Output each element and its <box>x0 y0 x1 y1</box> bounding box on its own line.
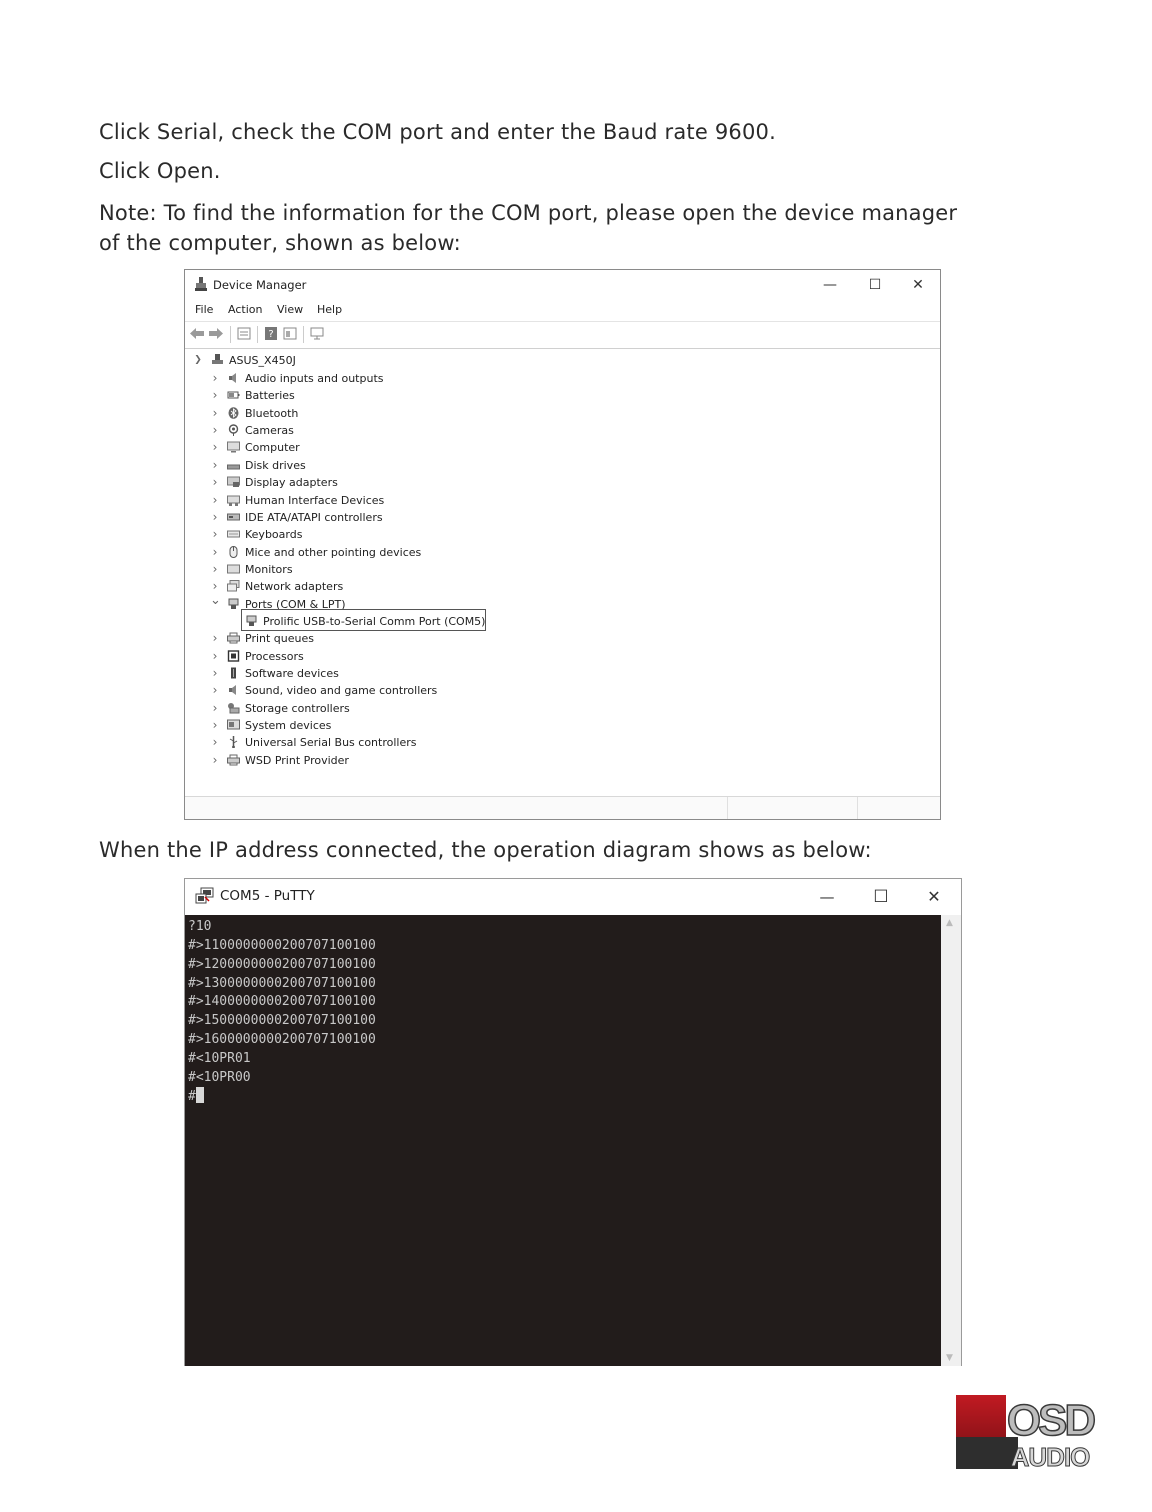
chevron-down-icon[interactable]: ❯ <box>194 355 202 365</box>
tree-item-label: Prolific USB-to-Serial Comm Port (COM5) <box>263 614 486 628</box>
toolbar <box>185 321 940 348</box>
tree-item-label: Keyboards <box>245 528 303 542</box>
disk-icon <box>227 459 240 471</box>
terminal-output[interactable] <box>185 915 941 1366</box>
computer-root-icon <box>211 354 224 366</box>
chevron-right-icon[interactable]: › <box>212 752 218 767</box>
chevron-right-icon[interactable]: › <box>212 457 218 472</box>
view-icon[interactable] <box>283 327 297 340</box>
tree-item-label: Storage controllers <box>245 701 350 715</box>
putty-maximize-button[interactable]: ☐ <box>873 887 889 907</box>
text-cursor <box>196 1087 204 1103</box>
tree-item-label: Software devices <box>245 667 339 680</box>
terminal-line: #<10PR00 <box>188 1069 251 1085</box>
tree-item-label: Mice and other pointing devices <box>245 545 422 559</box>
chevron-right-icon[interactable]: › <box>212 509 218 524</box>
menu-bar <box>185 300 940 320</box>
device-manager-window <box>184 269 941 820</box>
terminal-line: #>1400000000200707100100 <box>188 994 376 1010</box>
close-button[interactable]: ✕ <box>912 277 924 293</box>
chevron-right-icon[interactable]: › <box>212 579 218 594</box>
tree-item-label: Audio inputs and outputs <box>245 372 384 385</box>
keyboard-icon <box>227 528 240 540</box>
storage-icon <box>227 702 240 714</box>
putty-title: COM5 - PuTTY <box>220 888 315 904</box>
chevron-right-icon[interactable]: › <box>212 388 218 403</box>
printer-icon <box>227 754 240 766</box>
note-line-1: Note: To find the information for the COM port, please open the device manager <box>99 201 958 225</box>
logo-osd-text: OSD <box>1006 1396 1094 1445</box>
tree-item-label: Batteries <box>245 389 295 403</box>
scroll-down-icon[interactable]: ▼ <box>946 1353 953 1363</box>
device-tree <box>185 348 940 796</box>
terminal-scrollbar[interactable] <box>941 915 961 1366</box>
battery-icon <box>227 389 240 401</box>
tree-item-label: Network adapters <box>245 580 344 594</box>
svg-text:?: ? <box>268 329 274 340</box>
properties-icon[interactable] <box>237 327 251 340</box>
monitor-scan-icon[interactable] <box>310 327 324 340</box>
note-line-2: of the computer, shown as below: <box>99 231 461 255</box>
chevron-right-icon[interactable]: › <box>212 527 218 542</box>
scroll-up-icon[interactable]: ▲ <box>946 918 953 928</box>
software-icon <box>227 667 240 679</box>
tree-item-label: System devices <box>245 719 332 732</box>
mouse-icon <box>227 546 240 558</box>
chevron-right-icon[interactable]: › <box>212 475 218 490</box>
terminal-line: #>1600000000200707100100 <box>188 1032 376 1048</box>
chevron-right-icon[interactable]: › <box>212 561 218 576</box>
maximize-button[interactable]: ☐ <box>868 277 882 293</box>
putty-window <box>184 878 962 1366</box>
tree-item-label: Print queues <box>245 632 314 646</box>
back-arrow-icon[interactable] <box>190 327 204 340</box>
device-manager-icon <box>195 277 207 291</box>
menu-help[interactable]: Help <box>317 303 343 316</box>
putty-icon <box>195 887 215 905</box>
bluetooth-icon <box>227 407 240 419</box>
printer-icon <box>227 632 240 644</box>
terminal-line: #>1300000000200707100100 <box>188 975 376 991</box>
port-icon <box>227 598 240 610</box>
operation-diagram-caption: When the IP address connected, the operation diagram shows as below: <box>99 838 872 862</box>
chevron-down-icon[interactable]: ⌄ <box>210 592 221 608</box>
menu-view[interactable]: View <box>277 303 304 316</box>
chevron-right-icon[interactable]: › <box>212 718 218 732</box>
osd-audio-logo <box>956 1395 1100 1469</box>
chevron-right-icon[interactable]: › <box>212 648 218 663</box>
tree-item-label: Human Interface Devices <box>245 493 385 507</box>
network-icon <box>227 580 240 592</box>
tree-item-label: Display adapters <box>245 476 338 490</box>
computer-icon <box>227 441 240 453</box>
instruction-serial: Click Serial, check the COM port and enter the Baud rate 9600. <box>99 120 776 144</box>
tree-item-label: Ports (COM & LPT) <box>245 597 346 611</box>
help-icon[interactable] <box>264 327 278 340</box>
tree-item-label: Disk drives <box>245 458 306 472</box>
chevron-right-icon[interactable]: › <box>212 423 218 438</box>
putty-minimize-button[interactable]: — <box>819 888 835 906</box>
hid-icon <box>227 494 240 506</box>
status-bar <box>185 796 940 819</box>
system-icon <box>227 719 240 731</box>
putty-close-button[interactable]: ✕ <box>927 887 941 906</box>
logo-audio-text: AUDIO <box>1010 1442 1090 1469</box>
chevron-right-icon[interactable]: › <box>212 544 218 559</box>
menu-action[interactable]: Action <box>228 303 263 316</box>
terminal-line: ?10 <box>188 919 212 934</box>
tree-item-label: Universal Serial Bus controllers <box>245 736 417 750</box>
speaker-icon <box>227 372 240 384</box>
camera-icon <box>227 424 240 436</box>
putty-titlebar <box>185 879 961 915</box>
ide-icon <box>227 511 240 523</box>
terminal-line: #>1200000000200707100100 <box>188 956 376 972</box>
chevron-right-icon[interactable]: › <box>212 700 218 715</box>
device-manager-titlebar <box>185 270 940 300</box>
chevron-right-icon[interactable]: › <box>212 492 218 507</box>
tree-item-label: Processors <box>245 649 304 663</box>
menu-file[interactable]: File <box>195 303 214 316</box>
terminal-prompt[interactable] <box>188 1087 204 1106</box>
chevron-right-icon[interactable]: › <box>212 440 218 455</box>
forward-arrow-icon[interactable] <box>209 327 223 340</box>
terminal-line: #>1100000000200707100100 <box>188 937 376 953</box>
chevron-right-icon[interactable]: › <box>212 631 218 646</box>
tree-item-label: Cameras <box>245 424 294 438</box>
speaker-icon <box>227 684 240 696</box>
minimize-button[interactable]: — <box>823 277 837 293</box>
tree-item-label: Computer <box>245 441 300 455</box>
chevron-right-icon[interactable]: › <box>212 666 218 680</box>
chevron-right-icon[interactable]: › <box>212 735 218 750</box>
tree-root-label: ASUS_X450J <box>229 354 296 367</box>
tree-item-label: Sound, video and game controllers <box>245 684 438 698</box>
chevron-right-icon[interactable]: › <box>212 683 218 698</box>
terminal-line: #<10PR01 <box>188 1051 251 1066</box>
instruction-open: Click Open. <box>99 159 221 183</box>
tree-item-label: Bluetooth <box>245 406 299 420</box>
selected-com-port-highlight <box>241 609 486 631</box>
usb-icon <box>227 736 240 748</box>
chevron-right-icon[interactable]: › <box>212 405 218 420</box>
display-adapter-icon <box>227 476 240 488</box>
device-manager-title: Device Manager <box>213 278 307 292</box>
chevron-right-icon[interactable]: › <box>212 371 218 385</box>
tree-item-label: IDE ATA/ATAPI controllers <box>245 510 383 524</box>
tree-item-label: Monitors <box>245 562 293 576</box>
terminal-line: #>1500000000200707100100 <box>188 1013 376 1029</box>
processor-icon <box>227 650 240 662</box>
prompt-symbol: # <box>188 1088 196 1104</box>
tree-item-label: WSD Print Provider <box>245 753 349 767</box>
monitor-icon <box>227 563 240 575</box>
